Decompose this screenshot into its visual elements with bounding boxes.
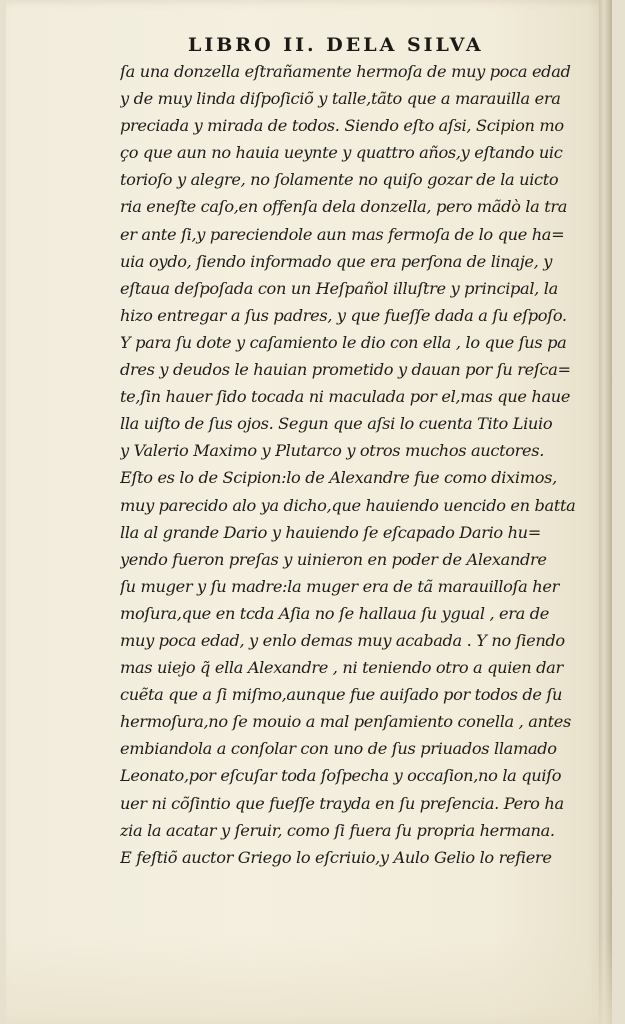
text-line: Y para ſu dote y caſamiento le dio con ella , lo que ſus pa (120, 332, 567, 352)
text-line: te,ſin hauer ſido tocada ni maculada por el,mas que haue (120, 387, 571, 407)
text-line: lla al grande Dario y hauiendo ſe eſcapado Dario hu= (120, 522, 541, 542)
text-line: er ante ſi,y pareciendole aun mas fermoſa de lo que ha= (120, 224, 565, 244)
text-line: embiandola a conſolar con uno de ſus priuados llamado (120, 739, 557, 759)
text-line: muy poca edad, y enlo demas muy acabada . Y no ſiendo (120, 630, 565, 650)
text-line: eſtaua deſpoſada con un Heſpañol illuſtre y principal, la (120, 278, 558, 298)
text-line: muy parecido alo ya dicho,que hauiendo uencido en batta (120, 495, 576, 515)
text-line: ço que aun no hauia ueynte y quattro años,y eſtando uic (120, 143, 563, 163)
text-line: dres y deudos le hauian prometido y dauan por ſu reſca= (120, 360, 571, 380)
text-line: yendo fueron preſas y uinieron en poder de Alexandre (120, 549, 547, 569)
page-edge (599, 0, 612, 1024)
body-text (120, 58, 582, 871)
text-line: Leonato,por eſcuſar toda ſoſpecha y occaſion,no la quiſo (120, 766, 562, 786)
running-header: LIBRO II. DELA SILVA (188, 34, 484, 56)
text-line: ſu muger y ſu madre:la muger era de tã marauilloſa her (120, 576, 559, 596)
text-line: uer ni cõſintio que fueſſe trayda en ſu preſencia. Pero ha (120, 793, 564, 813)
text-line: uia oydo, ſiendo informado que era perſona de linaje, y (120, 251, 553, 271)
text-line: moſura,que en tcda Aſia no ſe hallaua ſu ygual , era de (120, 603, 549, 623)
text-line: y de muy linda diſpoſiciõ y talle,tãto que a marauilla era (120, 89, 561, 109)
text-line: ria eneſte caſo,en offenſa dela donzella, pero mãdò la tra (120, 197, 568, 217)
text-line: lla uiſto de ſus ojos. Segun que aſsi lo cuenta Tito Liuio (120, 414, 553, 434)
paper-stain (6, 934, 612, 1024)
text-line: hermoſura,no ſe mouio a mal penſamiento conella , antes (120, 712, 571, 732)
text-line: E feſtiõ auctor Griego lo eſcriuio,y Aulo Gelio lo refiere (120, 847, 552, 867)
text-line: y Valerio Maximo y Plutarco y otros muchos auctores. (120, 441, 545, 461)
text-line: preciada y mirada de todos. Siendo eſto aſsi, Scipion mo (120, 116, 564, 136)
text-line: Eſto es lo de Scipion:lo de Alexandre fue como diximos, (120, 468, 557, 488)
text-line: hizo entregar a ſus padres, y que fueſſe dada a ſu eſpoſo. (120, 305, 567, 325)
text-line: torioſo y alegre, no ſolamente no quiſo gozar de la uicto (120, 170, 559, 190)
text-line: cuẽta que a ſi miſmo,aunque fue auiſado por todos de ſu (120, 685, 563, 705)
text-line: mas uiejo q̃ ella Alexandre , ni teniendo otro a quien dar (120, 658, 563, 678)
text-line: ſa una donzella eſtrañamente hermoſa de muy poca edad (120, 62, 571, 81)
text-line: zia la acatar y ſeruir, como ſi fuera ſu propria hermana. (120, 820, 555, 840)
